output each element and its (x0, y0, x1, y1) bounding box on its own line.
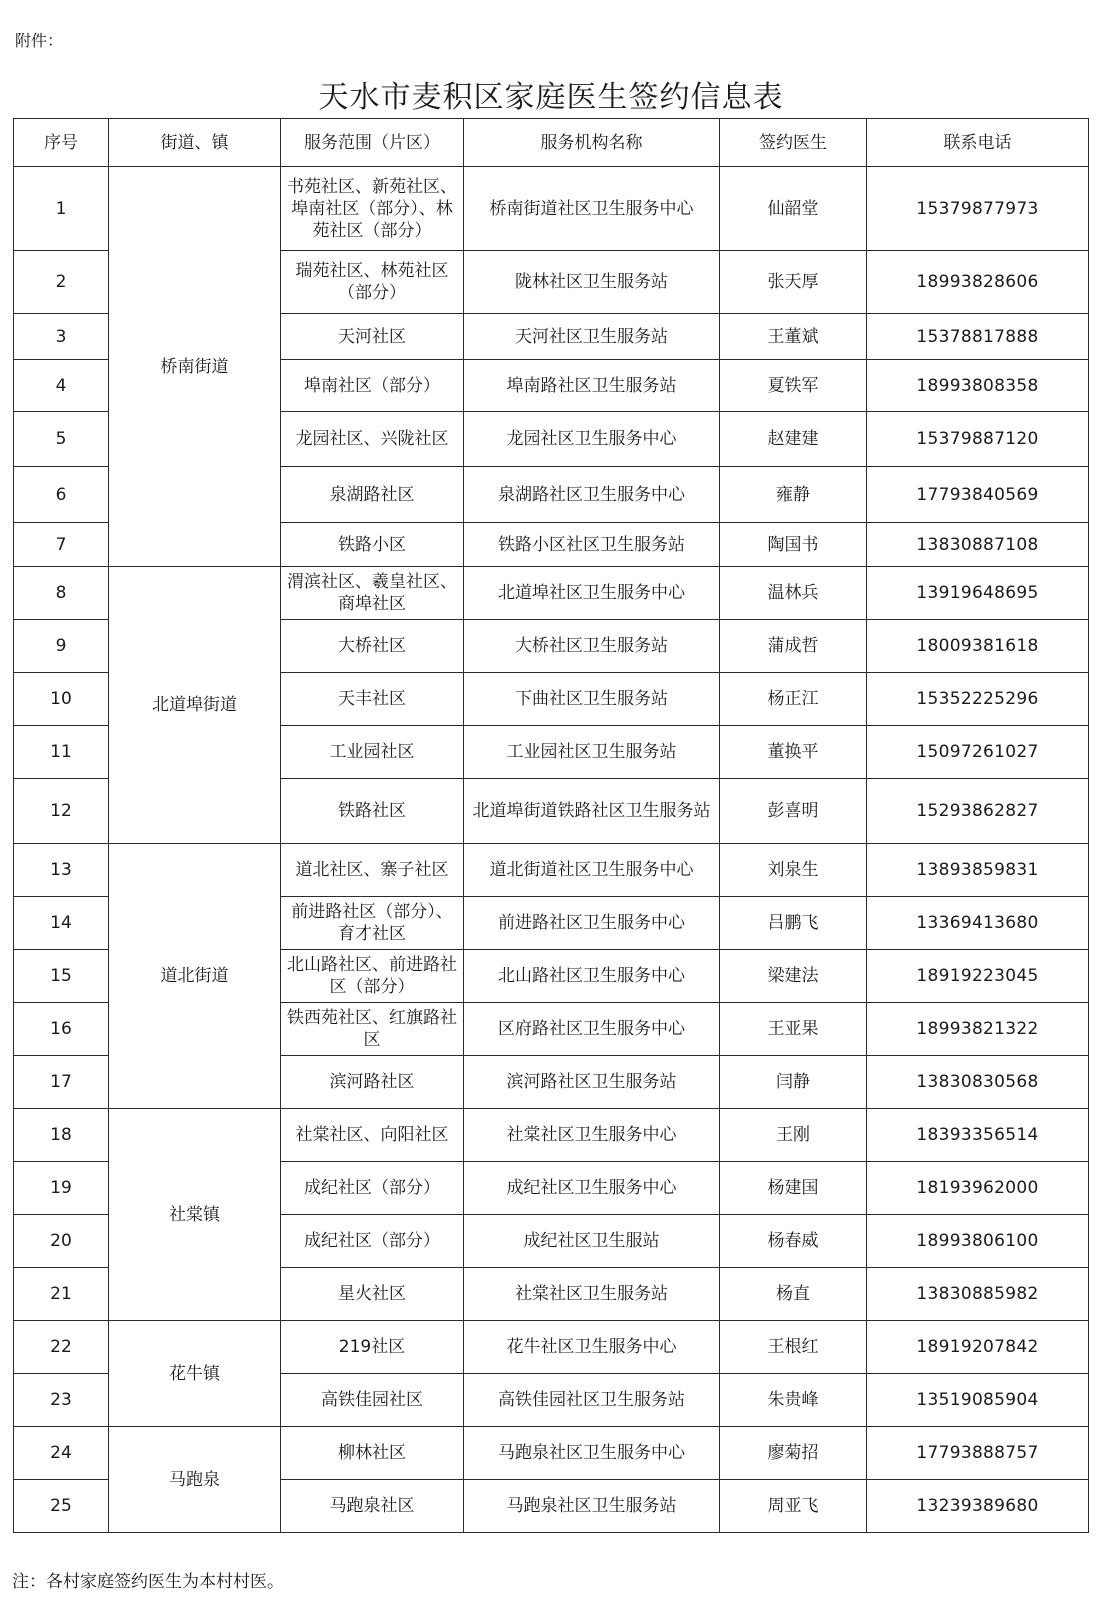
org-name: 泉湖路社区卫生服务中心 (464, 467, 720, 523)
org-name: 高铁佳园社区卫生服务站 (464, 1374, 720, 1427)
phone-number: 15379877973 (867, 167, 1089, 251)
phone-number: 13239389680 (867, 1480, 1089, 1533)
service-area: 社棠社区、向阳社区 (281, 1109, 464, 1162)
service-area: 219社区 (281, 1321, 464, 1374)
street-cell: 道北街道 (109, 844, 281, 1109)
row-number: 4 (14, 360, 109, 412)
phone-number: 18993806100 (867, 1215, 1089, 1268)
org-name: 龙园社区卫生服务中心 (464, 412, 720, 467)
service-area: 书苑社区、新苑社区、埠南社区（部分）、林苑社区（部分） (281, 167, 464, 251)
row-number: 5 (14, 412, 109, 467)
org-name: 社棠社区卫生服务中心 (464, 1109, 720, 1162)
org-name: 大桥社区卫生服务站 (464, 620, 720, 673)
doctor-name: 杨建国 (720, 1162, 867, 1215)
org-name: 天河社区卫生服务站 (464, 314, 720, 360)
phone-number: 18919207842 (867, 1321, 1089, 1374)
col-header-area: 服务范围（片区） (281, 119, 464, 167)
doctor-name: 杨春威 (720, 1215, 867, 1268)
service-area: 高铁佳园社区 (281, 1374, 464, 1427)
row-number: 7 (14, 523, 109, 567)
col-header-street: 街道、镇 (109, 119, 281, 167)
phone-number: 13830885982 (867, 1268, 1089, 1321)
org-name: 区府路社区卫生服务中心 (464, 1003, 720, 1056)
row-number: 14 (14, 897, 109, 950)
footnote: 注：各村家庭签约医生为本村村医。 (12, 1572, 284, 1592)
phone-number: 13830830568 (867, 1056, 1089, 1109)
row-number: 23 (14, 1374, 109, 1427)
org-name: 埠南路社区卫生服务站 (464, 360, 720, 412)
row-number: 8 (14, 567, 109, 620)
row-number: 11 (14, 726, 109, 779)
phone-number: 18993821322 (867, 1003, 1089, 1056)
doctor-name: 刘泉生 (720, 844, 867, 897)
table-row (14, 1321, 1089, 1374)
phone-number: 18193962000 (867, 1162, 1089, 1215)
row-number: 25 (14, 1480, 109, 1533)
phone-number: 15293862827 (867, 779, 1089, 844)
table-row (14, 1109, 1089, 1162)
org-name: 下曲社区卫生服务站 (464, 673, 720, 726)
service-area: 铁路小区 (281, 523, 464, 567)
service-area: 成纪社区（部分） (281, 1162, 464, 1215)
phone-number: 13893859831 (867, 844, 1089, 897)
service-area: 工业园社区 (281, 726, 464, 779)
row-number: 12 (14, 779, 109, 844)
service-area: 天河社区 (281, 314, 464, 360)
org-name: 北道埠街道铁路社区卫生服务站 (464, 779, 720, 844)
row-number: 6 (14, 467, 109, 523)
table-row (14, 844, 1089, 897)
phone-number: 15378817888 (867, 314, 1089, 360)
street-cell: 桥南街道 (109, 167, 281, 567)
doctor-name: 廖菊招 (720, 1427, 867, 1480)
service-area: 成纪社区（部分） (281, 1215, 464, 1268)
doctor-name: 王根红 (720, 1321, 867, 1374)
doctor-name: 王董斌 (720, 314, 867, 360)
row-number: 15 (14, 950, 109, 1003)
phone-number: 15352225296 (867, 673, 1089, 726)
service-area: 埠南社区（部分） (281, 360, 464, 412)
org-name: 成纪社区卫生服务中心 (464, 1162, 720, 1215)
row-number: 24 (14, 1427, 109, 1480)
org-name: 社棠社区卫生服务站 (464, 1268, 720, 1321)
row-number: 21 (14, 1268, 109, 1321)
phone-number: 13519085904 (867, 1374, 1089, 1427)
doctor-name: 温林兵 (720, 567, 867, 620)
doctor-name: 杨直 (720, 1268, 867, 1321)
service-area: 马跑泉社区 (281, 1480, 464, 1533)
row-number: 19 (14, 1162, 109, 1215)
doctor-name: 董换平 (720, 726, 867, 779)
table-row (14, 1427, 1089, 1480)
doctor-name: 雍静 (720, 467, 867, 523)
org-name: 马跑泉社区卫生服务站 (464, 1480, 720, 1533)
doctor-name: 陶国书 (720, 523, 867, 567)
col-header-org: 服务机构名称 (464, 119, 720, 167)
row-number: 17 (14, 1056, 109, 1109)
phone-number: 18919223045 (867, 950, 1089, 1003)
row-number: 22 (14, 1321, 109, 1374)
org-name: 北道埠社区卫生服务中心 (464, 567, 720, 620)
service-area: 天丰社区 (281, 673, 464, 726)
street-cell: 花牛镇 (109, 1321, 281, 1427)
phone-number: 18009381618 (867, 620, 1089, 673)
phone-number: 17793888757 (867, 1427, 1089, 1480)
org-name: 花牛社区卫生服务中心 (464, 1321, 720, 1374)
col-header-phone: 联系电话 (867, 119, 1089, 167)
phone-number: 18993828606 (867, 251, 1089, 314)
phone-number: 13830887108 (867, 523, 1089, 567)
service-area: 铁西苑社区、红旗路社区 (281, 1003, 464, 1056)
row-number: 18 (14, 1109, 109, 1162)
phone-number: 13369413680 (867, 897, 1089, 950)
org-name: 前进路社区卫生服务中心 (464, 897, 720, 950)
doctor-name: 王刚 (720, 1109, 867, 1162)
row-number: 20 (14, 1215, 109, 1268)
org-name: 道北街道社区卫生服务中心 (464, 844, 720, 897)
doctor-name: 周亚飞 (720, 1480, 867, 1533)
org-name: 桥南街道社区卫生服务中心 (464, 167, 720, 251)
header-row (14, 119, 1089, 167)
doctor-name: 吕鹏飞 (720, 897, 867, 950)
table-row (14, 567, 1089, 620)
org-name: 马跑泉社区卫生服务中心 (464, 1427, 720, 1480)
service-area: 北山路社区、前进路社区（部分） (281, 950, 464, 1003)
org-name: 工业园社区卫生服务站 (464, 726, 720, 779)
street-cell: 北道埠街道 (109, 567, 281, 844)
doctor-name: 彭喜明 (720, 779, 867, 844)
doctor-name: 张天厚 (720, 251, 867, 314)
row-number: 9 (14, 620, 109, 673)
row-number: 10 (14, 673, 109, 726)
row-number: 16 (14, 1003, 109, 1056)
doctor-name: 赵建建 (720, 412, 867, 467)
service-area: 瑞苑社区、林苑社区（部分） (281, 251, 464, 314)
service-area: 龙园社区、兴陇社区 (281, 412, 464, 467)
service-area: 泉湖路社区 (281, 467, 464, 523)
org-name: 铁路小区社区卫生服务站 (464, 523, 720, 567)
doctor-name: 朱贵峰 (720, 1374, 867, 1427)
page-title: 天水市麦积区家庭医生签约信息表 (318, 80, 784, 115)
col-header-no: 序号 (14, 119, 109, 167)
phone-number: 15097261027 (867, 726, 1089, 779)
street-cell: 马跑泉 (109, 1427, 281, 1533)
row-number: 3 (14, 314, 109, 360)
org-name: 成纪社区卫生服站 (464, 1215, 720, 1268)
doctor-name: 王亚果 (720, 1003, 867, 1056)
doctor-table (13, 118, 1089, 1533)
row-number: 1 (14, 167, 109, 251)
doctor-name: 梁建法 (720, 950, 867, 1003)
phone-number: 13919648695 (867, 567, 1089, 620)
phone-number: 18393356514 (867, 1109, 1089, 1162)
service-area: 渭滨社区、羲皇社区、商埠社区 (281, 567, 464, 620)
service-area: 道北社区、寨子社区 (281, 844, 464, 897)
org-name: 陇林社区卫生服务站 (464, 251, 720, 314)
service-area: 滨河路社区 (281, 1056, 464, 1109)
service-area: 铁路社区 (281, 779, 464, 844)
service-area: 大桥社区 (281, 620, 464, 673)
phone-number: 18993808358 (867, 360, 1089, 412)
phone-number: 15379887120 (867, 412, 1089, 467)
doctor-name: 杨正江 (720, 673, 867, 726)
row-number: 2 (14, 251, 109, 314)
row-number: 13 (14, 844, 109, 897)
doctor-name: 夏铁军 (720, 360, 867, 412)
org-name: 北山路社区卫生服务中心 (464, 950, 720, 1003)
table-row (14, 167, 1089, 251)
service-area: 星火社区 (281, 1268, 464, 1321)
col-header-doctor: 签约医生 (720, 119, 867, 167)
service-area: 柳林社区 (281, 1427, 464, 1480)
org-name: 滨河路社区卫生服务站 (464, 1056, 720, 1109)
doctor-name: 仙韶堂 (720, 167, 867, 251)
service-area: 前进路社区（部分）、育才社区 (281, 897, 464, 950)
street-cell: 社棠镇 (109, 1109, 281, 1321)
attachment-label: 附件： (15, 31, 64, 50)
doctor-name: 闫静 (720, 1056, 867, 1109)
phone-number: 17793840569 (867, 467, 1089, 523)
doctor-name: 蒲成哲 (720, 620, 867, 673)
